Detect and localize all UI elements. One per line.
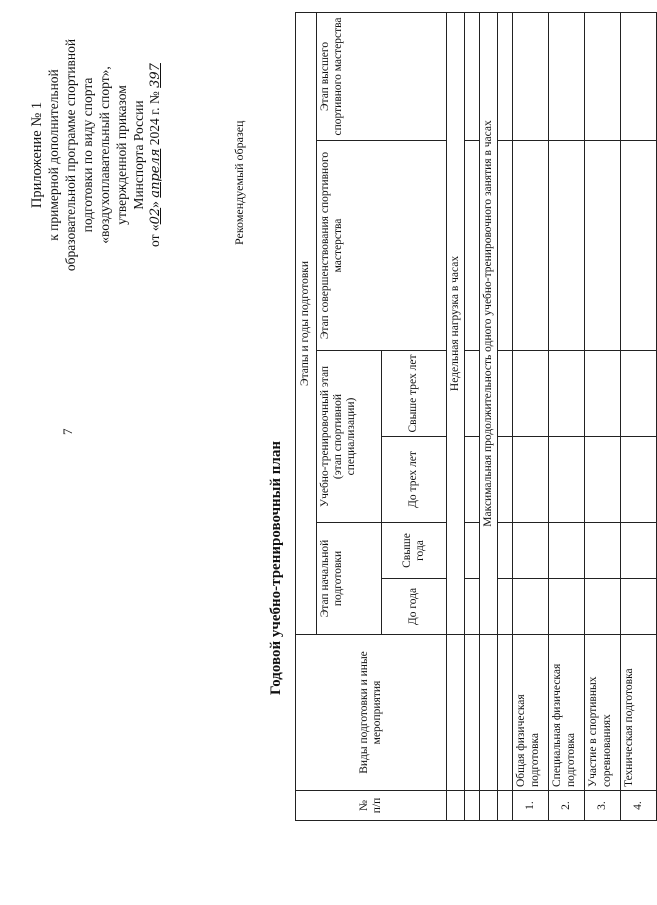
appendix-line: утвержденной приказом	[113, 85, 129, 225]
cell-empty	[513, 579, 549, 635]
cell-empty	[585, 141, 621, 351]
cell-empty	[465, 141, 480, 351]
cell-empty	[621, 141, 657, 351]
header-stage-initial: Этап начальной подготовки	[317, 523, 382, 635]
header-sub-up-to-three: До трех лет	[382, 437, 447, 523]
weekly-load-label: Недельная нагрузка в часах	[447, 12, 465, 634]
cell-empty	[513, 141, 549, 351]
appendix-line: образовательной программе спортивной	[63, 38, 78, 272]
row-label: Специальная физическая подготовка	[549, 635, 585, 791]
row-label: Общая физическая подготовка	[513, 635, 549, 791]
cell-empty	[465, 579, 480, 635]
order-date-prefix: от «	[147, 224, 163, 247]
page-number: 7	[60, 428, 75, 435]
cell-empty	[621, 12, 657, 140]
cell-empty	[465, 635, 480, 791]
cell-empty	[585, 437, 621, 523]
header-stage-highest: Этап высшего спортивного мастерства	[317, 12, 447, 140]
cell-empty	[480, 635, 498, 791]
cell-empty	[513, 12, 549, 140]
cell-empty	[621, 579, 657, 635]
header-sub-over-three: Свыше трех лет	[382, 351, 447, 437]
order-date-mid: »	[147, 197, 163, 208]
cell-empty	[549, 351, 585, 437]
cell-empty	[498, 791, 513, 821]
cell-empty	[465, 791, 480, 821]
header-stage-training: Учебно-тренировочный этап (этап спортивной специализации)	[317, 351, 382, 523]
row-label: Техническая подготовка	[621, 635, 657, 791]
row-number: 2.	[549, 791, 585, 821]
cell-empty	[447, 791, 465, 821]
cell-empty	[513, 437, 549, 523]
cell-empty	[498, 579, 513, 635]
table-row	[585, 12, 621, 820]
cell-empty	[549, 523, 585, 579]
appendix-line: к примерной дополнительной	[46, 69, 62, 241]
row-label: Участие в спортивных соревнованиях	[585, 635, 621, 791]
cell-empty	[465, 12, 480, 140]
cell-empty	[498, 523, 513, 579]
row-number: 1.	[513, 791, 549, 821]
handwritten-order-number: 397	[148, 63, 164, 88]
cell-empty	[585, 351, 621, 437]
header-stage-improvement: Этап совершенствования спортивного мастерства	[317, 141, 447, 351]
cell-empty	[549, 12, 585, 140]
cell-empty	[480, 791, 498, 821]
appendix-line: подготовки по виду спорта	[79, 77, 95, 233]
document-title: Годовой учебно-тренировочный план	[268, 441, 284, 695]
max-duration-label: Максимальная продолжительность одного учебно-тренировочного занятия в часах	[480, 12, 498, 634]
header-kinds: Виды подготовки и иные мероприятия	[296, 635, 447, 791]
order-date-line	[147, 5, 164, 305]
appendix-line: «воздухоплавательный спорт»,	[96, 66, 112, 244]
recommended-sample: Рекомендуемый образец	[232, 120, 246, 245]
cell-empty	[498, 141, 513, 351]
cell-empty	[549, 579, 585, 635]
table-row	[513, 12, 549, 820]
header-sub-over-year: Свыше года	[382, 523, 447, 579]
cell-empty	[465, 351, 480, 437]
cell-empty	[621, 437, 657, 523]
row-number: 3.	[585, 791, 621, 821]
cell-empty	[621, 523, 657, 579]
order-year: 2024 г. №	[147, 87, 163, 149]
cell-empty	[585, 12, 621, 140]
cell-empty	[465, 437, 480, 523]
handwritten-month: апреля	[148, 148, 164, 198]
appendix-title: Приложение № 1	[29, 101, 45, 209]
cell-empty	[549, 141, 585, 351]
cell-empty	[447, 635, 465, 791]
cell-empty	[513, 351, 549, 437]
cell-empty	[513, 523, 549, 579]
appendix-line: Минспорта России	[130, 100, 146, 210]
cell-empty	[498, 437, 513, 523]
header-sub-up-to-year: До года	[382, 579, 447, 635]
handwritten-day: 02	[148, 207, 164, 225]
cell-empty	[549, 437, 585, 523]
cell-empty	[585, 523, 621, 579]
table-row	[621, 12, 657, 820]
header-stages: Этапы и годы подготовки	[296, 12, 317, 634]
appendix-header	[28, 5, 165, 305]
cell-empty	[621, 351, 657, 437]
cell-empty	[498, 351, 513, 437]
annual-training-plan-table	[295, 12, 657, 821]
cell-empty	[498, 635, 513, 791]
cell-empty	[465, 523, 480, 579]
cell-empty	[498, 12, 513, 140]
row-number: 4.	[621, 791, 657, 821]
cell-empty	[585, 579, 621, 635]
table-row	[549, 12, 585, 820]
header-number: № п/п	[296, 791, 447, 821]
